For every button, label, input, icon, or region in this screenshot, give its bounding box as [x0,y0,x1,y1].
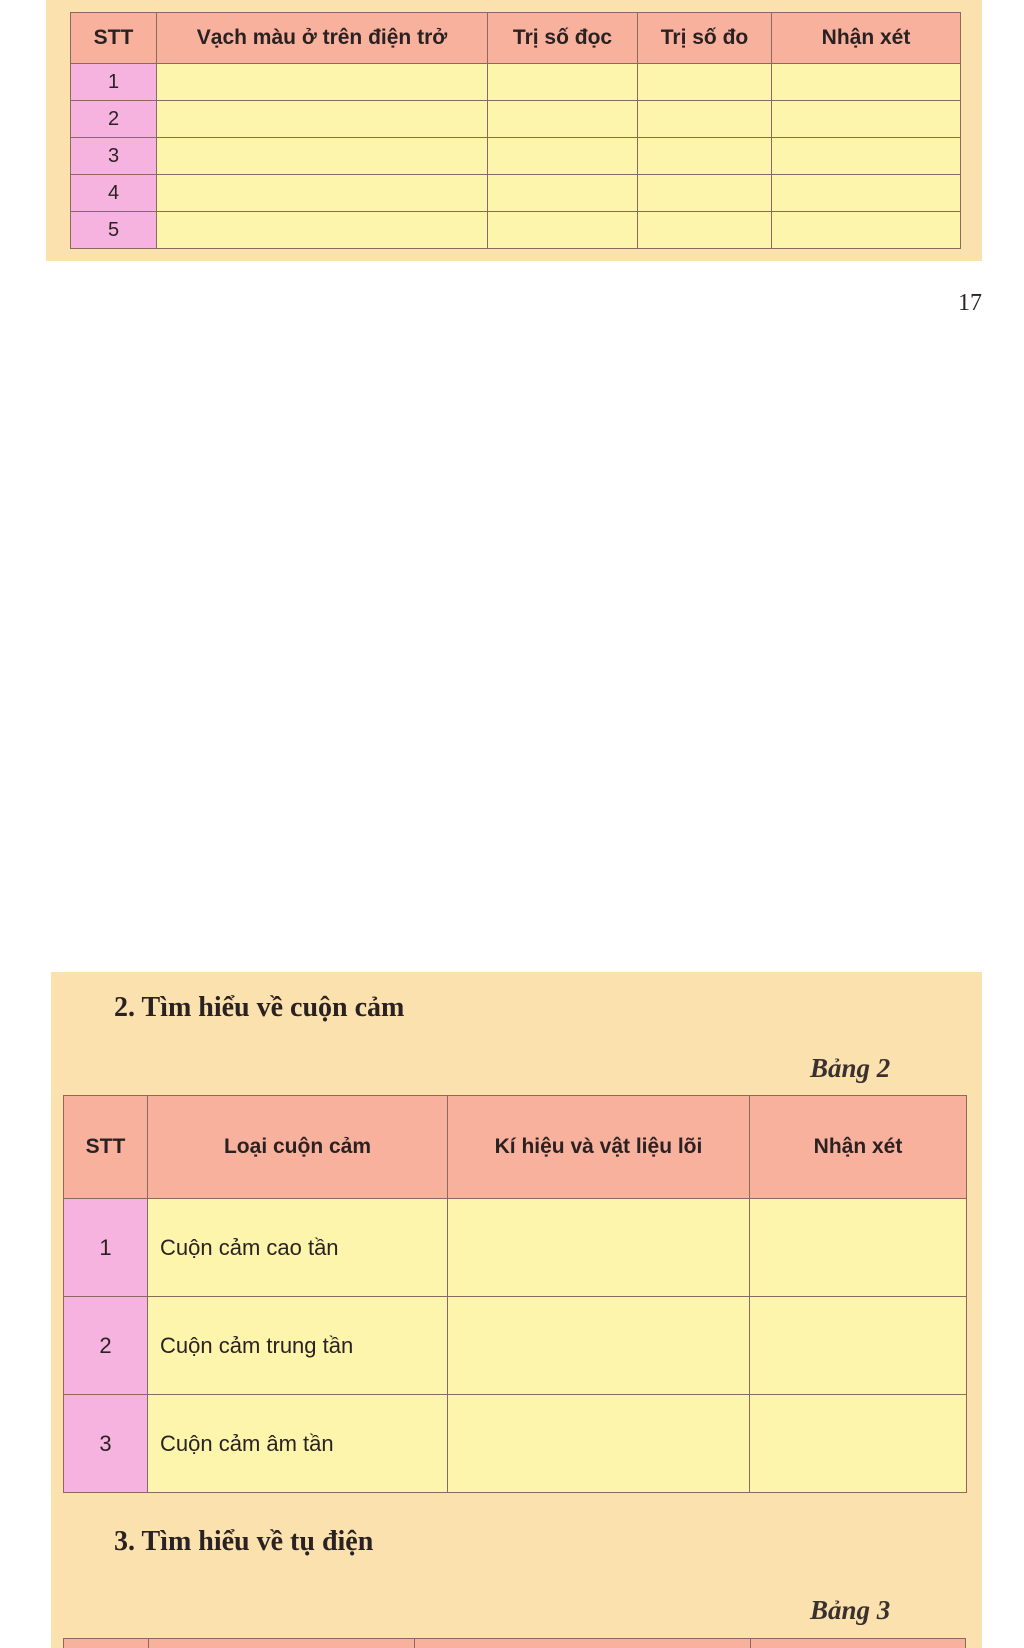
table2-caption: Bảng 2 [810,1053,891,1083]
header-measured-value: Trị số đo [638,13,772,64]
empty-cell [638,101,772,138]
header-stt: STT [64,1096,148,1199]
row-number: 3 [71,138,157,175]
empty-cell [448,1297,750,1395]
header-inductor-type: Loại cuộn cảm [148,1096,448,1199]
section2-title: 2. Tìm hiểu về cuộn cảm [114,992,405,1023]
empty-cell [157,175,488,212]
row-number: 1 [64,1199,148,1297]
table-row [71,64,961,101]
inductor-table [63,1095,967,1493]
empty-cell [157,101,488,138]
inductor-type-cell: Cuộn cảm trung tần [148,1297,448,1395]
header-color-bands: Vạch màu ở trên điện trở [157,13,488,64]
header-comment: Nhận xét [772,13,961,64]
row-number: 1 [71,64,157,101]
page-number: 17 [958,290,982,316]
column-divider [750,1639,751,1648]
row-number: 4 [71,175,157,212]
table-row [64,1297,967,1395]
table3-caption: Bảng 3 [810,1595,891,1625]
empty-cell [638,138,772,175]
header-symbol-core: Kí hiệu và vật liệu lõi [448,1096,750,1199]
table-row [71,101,961,138]
empty-cell [772,64,961,101]
empty-cell [772,212,961,249]
inductor-type-cell: Cuộn cảm âm tần [148,1395,448,1493]
table3-header-edge [63,1638,966,1648]
empty-cell [638,212,772,249]
empty-cell [488,64,638,101]
empty-cell [638,64,772,101]
row-number: 2 [64,1297,148,1395]
header-stt: STT [71,13,157,64]
table-row [71,212,961,249]
table-row [71,175,961,212]
column-divider [148,1639,149,1648]
empty-cell [448,1199,750,1297]
empty-cell [448,1395,750,1493]
row-number: 3 [64,1395,148,1493]
header-read-value: Trị số đọc [488,13,638,64]
section3-title: 3. Tìm hiểu về tụ điện [114,1526,374,1557]
empty-cell [157,138,488,175]
empty-cell [488,212,638,249]
inductor-type-cell: Cuộn cảm cao tần [148,1199,448,1297]
table-header-row [71,13,961,64]
table-row [71,138,961,175]
column-divider [414,1639,415,1648]
empty-cell [488,101,638,138]
empty-cell [772,138,961,175]
table-row [64,1395,967,1493]
row-number: 2 [71,101,157,138]
table-row [64,1199,967,1297]
empty-cell [772,175,961,212]
empty-cell [750,1199,967,1297]
empty-cell [488,175,638,212]
empty-cell [772,101,961,138]
header-comment: Nhận xét [750,1096,967,1199]
row-number: 5 [71,212,157,249]
empty-cell [750,1297,967,1395]
table-header-row [64,1096,967,1199]
empty-cell [157,212,488,249]
empty-cell [750,1395,967,1493]
resistor-table [70,12,961,249]
empty-cell [638,175,772,212]
empty-cell [488,138,638,175]
empty-cell [157,64,488,101]
